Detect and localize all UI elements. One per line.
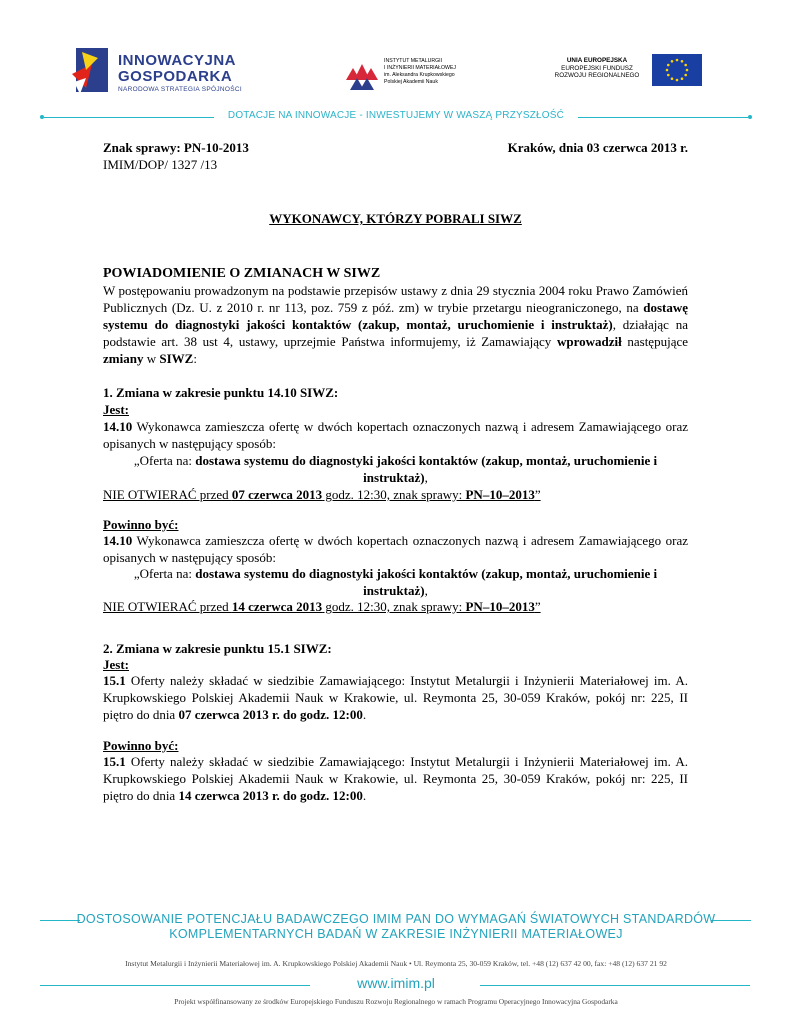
notice-heading: POWIADOMIENIE O ZMIANACH W SIWZ (103, 266, 381, 281)
ig-logo-line2: GOSPODARKA (118, 68, 233, 85)
eu-logo (554, 54, 702, 88)
change2-was-date: 07 czerwca 2013 r. do godz. 12:00 (178, 707, 363, 722)
notice-text-2: , działając na podstawie art. 38 ust 4, ustawy, uprzejmie Państwa informujemy, iż Zamawiający (103, 317, 688, 349)
change1-should-notopen-b: godz. 12:30, znak sprawy: (322, 599, 466, 614)
change1-was-offer-subject: dostawa systemu do diagnostyki jakości kontaktów (zakup, montaż, uruchomienie i instruktaż) (195, 453, 658, 485)
notice-text-4: w (143, 351, 160, 366)
change2-was-label: Jest: (103, 657, 129, 672)
eu-logo-line2: EUROPEJSKI FUNDUSZ (561, 64, 633, 72)
change1-was-notopen-c: ” (534, 487, 541, 502)
footer-title-line2: KOMPLEMENTARNYCH BADAŃ W ZAKRESIE INŻYNIERII MATERIAŁOWEJ (169, 927, 623, 941)
change1-was-offer (128, 452, 663, 486)
change2-should-date: 14 czerwca 2013 r. do godz. 12:00 (178, 788, 363, 803)
place-date: Kraków, dnia 03 czerwca 2013 r. (507, 140, 688, 155)
change1-should-notopen-date: 14 czerwca 2013 (231, 599, 323, 614)
imim-logo (344, 54, 494, 98)
notice-text-1: W postępowaniu prowadzonym na podstawie przepisów ustawy z dnia 29 stycznia 2004 roku Prawo Zamówień Publicznych (Dz. U. z 2010 r. nr 113, poz. 759 z póź. zm) w trybie przetargu nieograniczonego, na (103, 283, 688, 315)
ig-logo-line3: NARODOWA STRATEGIA SPÓJNOŚCI (118, 86, 242, 93)
change1-should-offer-suffix: , (424, 583, 428, 598)
change2-was-paragraph (103, 672, 688, 723)
imim-logo-line3: im. Aleksandra Krupkowskiego (384, 72, 455, 78)
slogan-bar (40, 110, 752, 124)
change1-should-label: Powinno być: (103, 517, 179, 532)
change1-was-text: Wykonawca zamieszcza ofertę w dwóch kopertach oznaczonych nazwą i adresem Zamawiającego oraz opisanych w następujący sposób: (103, 419, 688, 451)
change2-should-end: . (362, 788, 367, 803)
imim-emblem-icon (344, 58, 380, 92)
change1-should-notopen-a: NIE OTWIERAĆ przed (103, 599, 232, 614)
slogan-text-wrap (40, 110, 752, 121)
notice-text-3: następujące (621, 334, 688, 349)
change1-heading: 1. Zmiana w zakresie punktu 14.10 SIWZ: (103, 385, 339, 400)
footer-website-link[interactable]: www.imim.pl (357, 975, 435, 991)
change1-was-offer-suffix: , (424, 470, 428, 485)
notice-paragraph (103, 282, 688, 367)
imim-logo-line2: I INŻYNIERII MATERIAŁOWEJ (384, 65, 456, 71)
change1-was-notopen (103, 486, 688, 503)
change2-was-text: Oferty należy składać w siedzibie Zamawiającego: Instytut Metalurgii i Inżynierii Materiałowej im. A. Krupkowskiego Polskiej Akademii Nauk w Krakowie, ul. Reymonta 25, 30-059 Kraków, pokój nr: 225, II piętro do dnia (103, 673, 688, 722)
change1-was-paragraph (103, 418, 688, 452)
ig-emblem-icon (68, 44, 112, 98)
change2-should-paragraph (103, 753, 688, 804)
change1-should-offer (128, 565, 663, 599)
change2-was-num: 15.1 (103, 673, 126, 688)
notice-text-5: : (193, 351, 197, 366)
imim-logo-line4: Polskiej Akademii Nauk (384, 79, 438, 85)
footer-project-title (40, 912, 752, 942)
case-number: Znak sprawy: PN-10-2013 (103, 140, 249, 155)
change1-was-label: Jest: (103, 402, 129, 417)
eu-logo-line1: UNIA EUROPEJSKA (566, 57, 628, 64)
change1-should-offer-prefix: „Oferta na: (133, 566, 196, 581)
eu-logo-text (542, 57, 652, 80)
notice-siwz: SIWZ (159, 351, 194, 366)
ig-logo-line1: INNOWACYJNA (118, 52, 237, 69)
change1-should-num: 14.10 (103, 533, 133, 548)
eu-flag-icon (652, 54, 702, 86)
notice-introduced: wprowadził (556, 334, 622, 349)
eu-logo-line3: ROZWOJU REGIONALNEGO (554, 72, 640, 79)
notice-changes: zmiany (103, 351, 144, 366)
slogan-text: DOTACJE NA INNOWACJE - INWESTUJEMY W WASZĄ PRZYSZŁOŚĆ (227, 110, 565, 121)
change1-was-notopen-sign: PN–10–2013 (465, 487, 535, 502)
change2-should-label: Powinno być: (103, 738, 179, 753)
change2-should-text: Oferty należy składać w siedzibie Zamawiającego: Instytut Metalurgii i Inżynierii Materiałowej im. A. Krupkowskiego Polskiej Akademii Nauk w Krakowie, ul. Reymonta 25, 30-059 Kraków, pokój nr: 225, II piętro do dnia (103, 754, 688, 803)
page-title: WYKONAWCY, KTÓRZY POBRALI SIWZ (269, 211, 522, 226)
innowacyjna-gospodarka-logo (68, 44, 258, 100)
change1-should-notopen-sign: PN–10–2013 (465, 599, 535, 614)
change1-was-num: 14.10 (103, 419, 133, 434)
change2-should-num: 15.1 (103, 754, 126, 769)
imim-logo-line1: INSTYTUT METALURGII (384, 58, 443, 64)
change2-was-end: . (362, 707, 367, 722)
notice-subject: dostawę systemu do diagnostyki jakości kontaktów (zakup, montaż, uruchomienie i instruktaż) (103, 300, 688, 332)
footer-cofinancing-note: Projekt współfinansowany ze środków Europejskiego Funduszu Rozwoju Regionalnego w ramach Programu Operacyjnego Innowacyjna Gospodarka (174, 997, 618, 1006)
footer-address: Instytut Metalurgii i Inżynierii Materiałowej im. A. Krupkowskiego Polskiej Akademii Nauk • Ul. Reymonta 25, 30-059 Kraków, tel. +48 (12) 637 42 00, fax: +48 (12) 637 21 92 (125, 959, 667, 968)
change1-was-notopen-b: godz. 12:30, znak sprawy: (322, 487, 466, 502)
change1-was-notopen-a: NIE OTWIERAĆ przed (103, 487, 232, 502)
case-reference: IMIM/DOP/ 1327 /13 (103, 157, 218, 172)
change1-was-offer-prefix: „Oferta na: (133, 453, 196, 468)
change1-should-text: Wykonawca zamieszcza ofertę w dwóch kopertach oznaczonych nazwą i adresem Zamawiającego oraz opisanych w następujący sposób: (103, 533, 688, 565)
change1-should-notopen-c: ” (534, 599, 541, 614)
change1-should-offer-subject: dostawa systemu do diagnostyki jakości kontaktów (zakup, montaż, uruchomienie i instruktaż) (195, 566, 658, 598)
change1-should-notopen (103, 598, 688, 615)
footer-title-line1: DOSTOSOWANIE POTENCJAŁU BADAWCZEGO IMIM PAN DO WYMAGAŃ ŚWIATOWYCH STANDARDÓW (76, 912, 716, 926)
change1-was-notopen-date: 07 czerwca 2013 (231, 487, 323, 502)
change2-heading: 2. Zmiana w zakresie punktu 15.1 SIWZ: (103, 641, 332, 656)
change1-should-paragraph (103, 532, 688, 566)
